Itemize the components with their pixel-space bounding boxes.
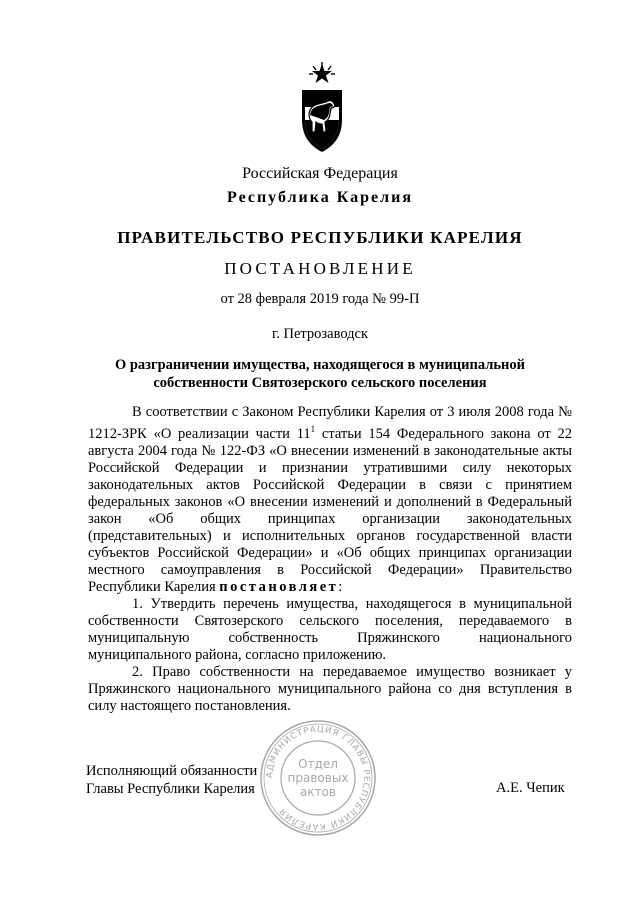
official-stamp: [258, 718, 378, 838]
document-body: [88, 404, 572, 715]
superscript-index: 1: [310, 424, 316, 434]
republic-name: Республика Карелия: [227, 189, 413, 206]
document-title: [80, 356, 560, 392]
stamp-line-3: актов: [299, 785, 337, 799]
preamble-text-2: статьи 154 Федерального закона от 22 августа 2004 года № 122-ФЗ «О внесении изменений в законодательные акты Российской Федерации и признании утратившими силу некоторых законодательных актов Российской Федерации в связи с принятием федеральных законов «О внесении изменений и дополнений в Федеральный закон «Об общих принципах организации законодательных (представительных) и исполнительных органов государственной власти субъектов Российской Федерации» и «Об общих принципах организации местного самоуправления в Российской Федерации» Правительство Республики Карелия: [88, 425, 572, 595]
document-city: г. Петрозаводск: [271, 326, 369, 342]
decree-word: постановляет: [219, 578, 339, 595]
stamp-ring-text: АДМИНИСТРАЦИЯ ГЛАВЫ РЕСПУБЛИКИ КАРЕЛИЯ: [264, 724, 372, 832]
document-date: от 28 февраля 2019 года № 99-П: [220, 291, 420, 307]
preamble-text-1: В соответствии с Законом Республики Карелия от 3 июля 2008 года № 1212-ЗРК «О реализации части 11: [88, 404, 572, 442]
coat-of-arms-emblem: [296, 62, 348, 154]
country-name: Российская Федерация: [242, 165, 398, 182]
government-name: ПРАВИТЕЛЬСТВО РЕСПУБЛИКИ КАРЕЛИЯ: [117, 228, 523, 247]
paragraph-preamble: [88, 404, 572, 596]
title-line-2: собственности Святозерского сельского поселения: [153, 375, 487, 391]
signatory-role-line-2: Главы Республики Карелия: [86, 781, 255, 797]
stamp-line-2: правовых: [287, 771, 349, 785]
paragraph-item-1: 1. Утвердить перечень имущества, находящегося в муниципальной собственности Святозерского сельского поселения, передаваемого в муниципальную собственность Пряжинского национального муниципального района, согласно приложению.: [88, 595, 572, 663]
title-line-1: О разграничении имущества, находящегося в муниципальной: [114, 357, 526, 373]
preamble-end: :: [338, 578, 343, 595]
paragraph-item-2: 2. Право собственности на передаваемое имущество возникает у Пряжинского национального муниципального района со дня вступления в силу настоящего постановления.: [88, 663, 572, 714]
signatory-role-line-1: Исполняющий обязанности: [86, 763, 258, 779]
signatory-name: А.Е. Чепик: [496, 780, 565, 796]
stamp-line-1: Отдел: [298, 757, 338, 771]
signatory-role: [86, 762, 257, 798]
document-type: ПОСТАНОВЛЕНИЕ: [224, 259, 416, 278]
